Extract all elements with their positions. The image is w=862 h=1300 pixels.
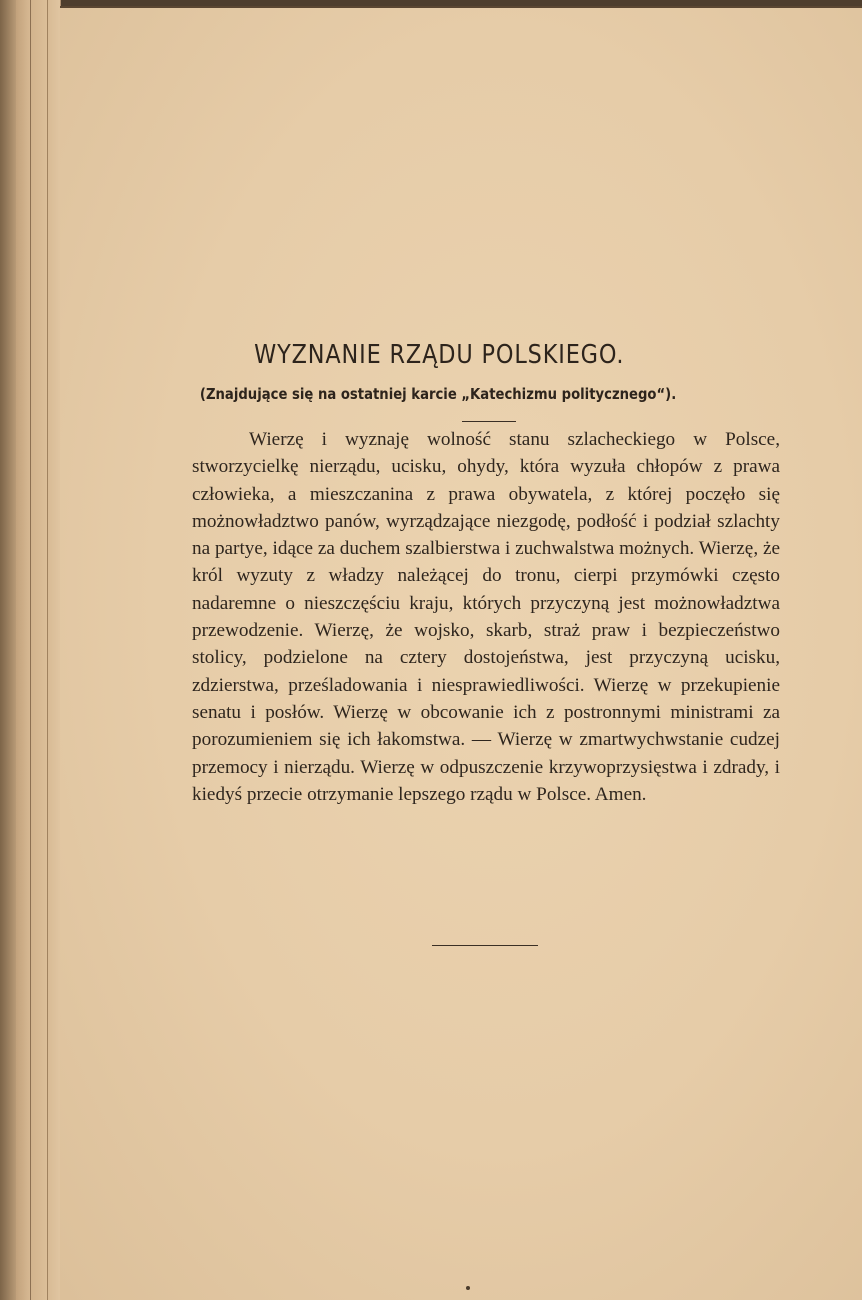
page-edge-2 — [16, 0, 31, 1300]
bottom-divider-rule — [432, 945, 538, 946]
document-title: WYZNANIE RZĄDU POLSKIEGO. — [254, 340, 625, 370]
page-edge-1 — [0, 0, 16, 1300]
page-edge-3 — [31, 0, 48, 1300]
print-speck — [466, 1286, 470, 1290]
body-paragraph: Wierzę i wyznaję wolność stanu szlacheckiego w Polsce, stworzycielkę nierządu, ucisku, ohydy, która wyzuła chłopów z prawa człowieka, a mieszczanina z prawa obywatela, z której poczęło się możnowładztwo panów, wyrządzające niezgodę, podłość i podział szlachty na partye, idące za duchem szalbierstwa i zuchwalstwa możnych. Wierzę, że król wyzuty z władzy należącej do tronu, cierpi przymówki często nadaremne o nieszczęściu kraju, których przyczyną jest możnowładztwa przewodzenie. Wierzę, że wojsko, skarb, straż praw i bezpieczeństwo stolicy, podzielone na cztery dostojeństwa, jest przyczyną ucisku, zdzierstwa, prześladowania i niesprawiedliwości. Wierzę w przekupienie senatu i posłów. Wierzę w obcowanie ich z postronnymi ministrami za porozumieniem się ich łakomstwa. — Wierzę w zmartwychwstanie cudzej przemocy i nierządu. Wierzę w odpuszczenie krzywoprzysięstwa i zdrady, i kiedyś przecie otrzymanie lepszego rządu w Polsce. Amen. — [192, 429, 780, 805]
document-subtitle: (Znajdujące się na ostatniej karcie „Katechizmu politycznego“). — [199, 385, 677, 403]
top-divider-rule — [462, 421, 516, 422]
